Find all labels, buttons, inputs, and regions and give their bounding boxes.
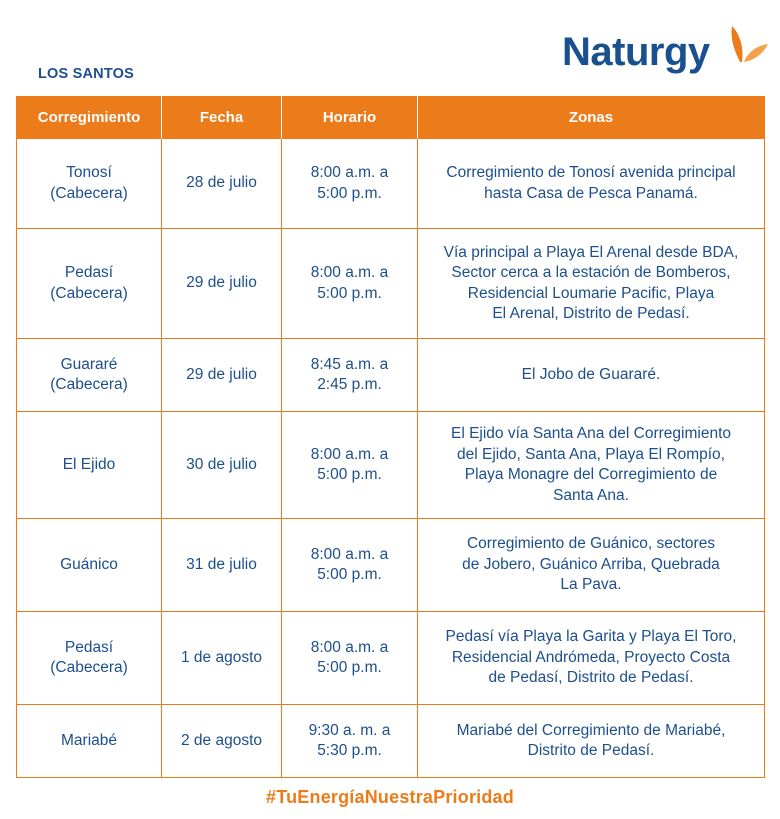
table-row (17, 339, 765, 412)
cell-fecha: 29 de julio (162, 229, 282, 339)
cell-corregimiento: Mariabé (17, 705, 162, 778)
cell-horario: 8:45 a.m. a 2:45 p.m. (282, 339, 418, 412)
cell-zonas: Corregimiento de Guánico, sectores de Jobero, Guánico Arriba, Quebrada La Pava. (418, 519, 765, 612)
cell-horario: 8:00 a.m. a 5:00 p.m. (282, 229, 418, 339)
cell-zonas: Mariabé del Corregimiento de Mariabé, Distrito de Pedasí. (418, 705, 765, 778)
cell-zonas: Vía principal a Playa El Arenal desde BDA, Sector cerca a la estación de Bomberos, Residencial Loumarie Pacific, Playa El Arenal, Distrito de Pedasí. (418, 229, 765, 339)
table-row (17, 519, 765, 612)
cell-zonas: El Jobo de Guararé. (418, 339, 765, 412)
cell-zonas: El Ejido vía Santa Ana del Corregimiento del Ejido, Santa Ana, Playa El Rompío, Playa Monagre del Corregimiento de Santa Ana. (418, 412, 765, 519)
table-row (17, 412, 765, 519)
cell-zonas: Pedasí vía Playa la Garita y Playa El Toro, Residencial Andrómeda, Proyecto Costa de Pedasí, Distrito de Pedasí. (418, 612, 765, 705)
table-header-row (17, 96, 765, 139)
cell-horario: 8:00 a.m. a 5:00 p.m. (282, 412, 418, 519)
cell-corregimiento: El Ejido (17, 412, 162, 519)
cell-fecha: 31 de julio (162, 519, 282, 612)
cell-horario: 8:00 a.m. a 5:00 p.m. (282, 612, 418, 705)
naturgy-logo (562, 22, 772, 82)
table-row (17, 705, 765, 778)
region-title: LOS SANTOS (38, 66, 134, 82)
cell-fecha: 30 de julio (162, 412, 282, 519)
cell-fecha: 1 de agosto (162, 612, 282, 705)
header-fecha: Fecha (162, 96, 282, 139)
header-corregimiento: Corregimiento (17, 96, 162, 139)
cell-corregimiento: Tonosí (Cabecera) (17, 139, 162, 229)
butterfly-icon (726, 22, 770, 66)
brand-name: Naturgy (562, 30, 710, 74)
cell-fecha: 2 de agosto (162, 705, 282, 778)
cell-corregimiento: Guánico (17, 519, 162, 612)
cell-corregimiento: Pedasí (Cabecera) (17, 229, 162, 339)
table-row (17, 139, 765, 229)
cell-fecha: 29 de julio (162, 339, 282, 412)
header-horario: Horario (282, 96, 418, 139)
cell-horario: 8:00 a.m. a 5:00 p.m. (282, 139, 418, 229)
table-row (17, 612, 765, 705)
campaign-hashtag: #TuEnergíaNuestraPrioridad (266, 787, 514, 807)
header-zonas: Zonas (418, 96, 765, 139)
cell-horario: 9:30 a. m. a 5:30 p.m. (282, 705, 418, 778)
table-row (17, 229, 765, 339)
cell-zonas: Corregimiento de Tonosí avenida principal hasta Casa de Pesca Panamá. (418, 139, 765, 229)
cell-corregimiento: Pedasí (Cabecera) (17, 612, 162, 705)
cell-corregimiento: Guararé (Cabecera) (17, 339, 162, 412)
cell-fecha: 28 de julio (162, 139, 282, 229)
schedule-table (16, 96, 765, 778)
cell-horario: 8:00 a.m. a 5:00 p.m. (282, 519, 418, 612)
